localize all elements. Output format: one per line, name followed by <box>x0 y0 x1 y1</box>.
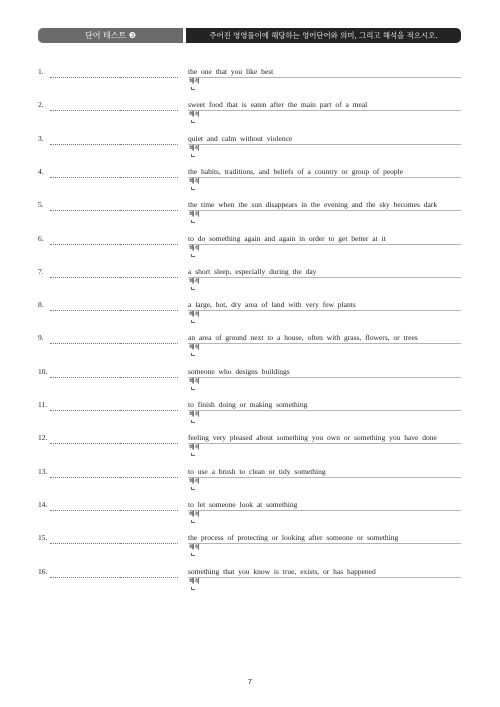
definition-underline <box>188 77 461 78</box>
meaning-answer-blank[interactable] <box>120 110 178 111</box>
word-answer-blank[interactable] <box>50 543 120 544</box>
question-number: 5. <box>38 200 44 210</box>
question-item <box>38 100 468 130</box>
word-answer-blank[interactable] <box>50 110 120 111</box>
meaning-answer-blank[interactable] <box>120 577 178 578</box>
question-number: 16. <box>38 566 48 576</box>
definition-underline <box>188 210 461 211</box>
word-answer-blank[interactable] <box>50 443 120 444</box>
definition-underline <box>188 177 461 178</box>
question-number: 2. <box>38 100 44 110</box>
definition-underline <box>188 577 461 578</box>
question-item <box>38 467 468 497</box>
meaning-answer-blank[interactable] <box>120 410 178 411</box>
question-number: 9. <box>38 333 44 343</box>
definition-underline <box>188 477 461 478</box>
definition-underline <box>188 144 461 145</box>
definition-text: to let someone look at something <box>188 499 298 509</box>
corner-arrow-icon <box>191 320 195 323</box>
section-tab: 단어 테스트 ❸ <box>38 28 183 43</box>
corner-arrow-icon <box>191 520 195 523</box>
question-number: 3. <box>38 133 44 143</box>
definition-text: to finish doing or making something <box>188 400 308 409</box>
definition-text: sweet food that is eaten after the main part of a meal <box>188 100 368 110</box>
definition-text: the process of protecting or looking after someone or something <box>188 533 399 543</box>
word-answer-blank[interactable] <box>50 577 120 578</box>
word-answer-blank[interactable] <box>50 377 120 378</box>
question-number: 10. <box>38 366 48 376</box>
meaning-answer-blank[interactable] <box>120 377 178 378</box>
corner-arrow-icon <box>191 87 195 90</box>
word-answer-blank[interactable] <box>50 310 120 311</box>
definition-underline <box>188 410 461 411</box>
corner-arrow-icon <box>191 254 195 257</box>
page-number: 7 <box>247 677 253 686</box>
word-answer-blank[interactable] <box>50 210 120 211</box>
word-answer-blank[interactable] <box>50 77 120 78</box>
question-number: 13. <box>38 466 48 476</box>
definition-text: the time when the sun disappears in the evening and the sky becomes dark <box>188 200 438 210</box>
corner-arrow-icon <box>191 154 195 157</box>
question-number: 11. <box>38 400 48 409</box>
corner-arrow-icon <box>191 220 195 223</box>
meaning-answer-blank[interactable] <box>120 210 178 211</box>
definition-text: the habits, traditions, and beliefs of a country or group of people <box>188 166 404 176</box>
word-answer-blank[interactable] <box>50 144 120 145</box>
definition-underline <box>188 510 461 511</box>
question-number: 15. <box>38 533 48 543</box>
question-item <box>38 200 468 230</box>
translation-label: 해석 <box>189 145 200 152</box>
word-answer-blank[interactable] <box>50 277 120 278</box>
instruction-banner: 주어진 영영풀이에 해당하는 영어단어와 의미, 그리고 해석을 적으시오. <box>186 28 461 43</box>
question-item <box>38 433 468 463</box>
corner-arrow-icon <box>191 487 195 490</box>
translation-label: 해석 <box>189 545 200 552</box>
question-item <box>38 167 468 197</box>
definition-text: a large, hot, dry area of land with very few plants <box>188 300 356 310</box>
meaning-answer-blank[interactable] <box>120 477 178 478</box>
corner-arrow-icon <box>191 120 195 123</box>
definition-underline <box>188 377 461 378</box>
meaning-answer-blank[interactable] <box>120 277 178 278</box>
corner-arrow-icon <box>191 353 195 356</box>
definition-text: something that you know is true, exists, or has happened <box>188 566 376 576</box>
translation-label: 해석 <box>189 378 200 385</box>
definition-underline <box>188 343 461 344</box>
translation-label: 해석 <box>189 245 200 252</box>
question-item <box>38 134 468 164</box>
corner-arrow-icon <box>191 387 195 390</box>
definition-text: feeling very pleased about something you own or something you have done <box>188 433 437 443</box>
translation-label: 해석 <box>189 412 200 418</box>
translation-label: 해석 <box>189 345 200 352</box>
meaning-answer-blank[interactable] <box>120 510 178 511</box>
corner-arrow-icon <box>191 287 195 290</box>
meaning-answer-blank[interactable] <box>120 343 178 344</box>
header <box>38 28 461 43</box>
corner-arrow-icon <box>191 587 195 590</box>
definition-text: to use a brush to clean or tidy something <box>188 466 326 476</box>
question-item <box>38 333 468 363</box>
meaning-answer-blank[interactable] <box>120 144 178 145</box>
definition-text: a short sleep, especially during the day <box>188 266 317 276</box>
question-number: 6. <box>38 233 44 243</box>
meaning-answer-blank[interactable] <box>120 177 178 178</box>
definition-underline <box>188 110 461 111</box>
question-number: 1. <box>38 67 44 76</box>
definition-underline <box>188 310 461 311</box>
corner-arrow-icon <box>191 420 195 423</box>
question-item <box>38 267 468 297</box>
question-item <box>38 567 468 597</box>
meaning-answer-blank[interactable] <box>120 310 178 311</box>
corner-arrow-icon <box>191 453 195 456</box>
question-item <box>38 67 468 97</box>
word-answer-blank[interactable] <box>50 410 120 411</box>
word-answer-blank[interactable] <box>50 477 120 478</box>
meaning-answer-blank[interactable] <box>120 77 178 78</box>
definition-text: quiet and calm without violence <box>188 133 293 143</box>
translation-label: 해석 <box>189 578 200 585</box>
corner-arrow-icon <box>191 187 195 190</box>
definition-text: an area of ground next to a house, often with grass, flowers, or trees <box>188 333 418 343</box>
question-item <box>38 400 468 430</box>
question-number: 12. <box>38 433 48 443</box>
question-number: 7. <box>38 266 44 276</box>
question-number: 8. <box>38 300 44 310</box>
definition-text: to do something again and again in order to get better at it <box>188 233 386 243</box>
definition-underline <box>188 244 461 245</box>
translation-label: 해석 <box>189 79 200 85</box>
translation-label: 해석 <box>189 212 200 219</box>
question-item <box>38 300 468 330</box>
question-number: 4. <box>38 166 44 176</box>
question-item <box>38 234 468 264</box>
translation-label: 해석 <box>189 312 200 319</box>
question-item <box>38 367 468 397</box>
translation-label: 해석 <box>189 478 200 485</box>
question-item <box>38 500 468 530</box>
definition-underline <box>188 443 461 444</box>
word-answer-blank[interactable] <box>50 244 120 245</box>
meaning-answer-blank[interactable] <box>120 443 178 444</box>
word-answer-blank[interactable] <box>50 510 120 511</box>
definition-text: the one that you like best <box>188 67 274 76</box>
question-item <box>38 533 468 563</box>
question-number: 14. <box>38 499 48 509</box>
translation-label: 해석 <box>189 112 200 119</box>
definition-text: someone who designs buildings <box>188 366 290 376</box>
word-answer-blank[interactable] <box>50 343 120 344</box>
translation-label: 해석 <box>189 511 200 518</box>
translation-label: 해석 <box>189 178 200 185</box>
word-answer-blank[interactable] <box>50 177 120 178</box>
meaning-answer-blank[interactable] <box>120 543 178 544</box>
translation-label: 해석 <box>189 445 200 452</box>
definition-underline <box>188 277 461 278</box>
meaning-answer-blank[interactable] <box>120 244 178 245</box>
definition-underline <box>188 543 461 544</box>
translation-label: 해석 <box>189 278 200 285</box>
corner-arrow-icon <box>191 553 195 556</box>
